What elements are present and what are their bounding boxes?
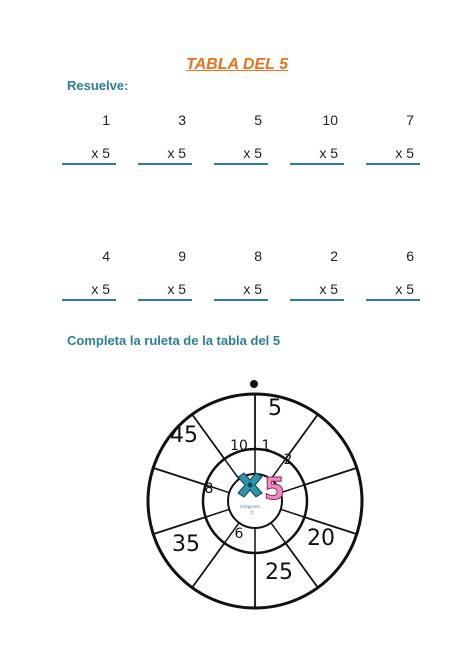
- problem-number: 5: [254, 112, 262, 128]
- problem-number: 7: [406, 112, 414, 128]
- multiplier: x 5: [395, 281, 414, 297]
- answer-line[interactable]: [138, 299, 192, 301]
- multiplier: x 5: [395, 145, 414, 161]
- answer-line[interactable]: [290, 299, 344, 301]
- answer-line[interactable]: [62, 299, 116, 301]
- outer-number-20: 20: [307, 526, 335, 551]
- inner-number-6: 6: [234, 526, 244, 542]
- problem-number: 2: [330, 248, 338, 264]
- outer-number-25: 25: [265, 560, 293, 585]
- multiplier: x 5: [91, 145, 110, 161]
- multiplier: x 5: [243, 145, 262, 161]
- multiplier: x 5: [319, 145, 338, 161]
- multiplication-wheel: [140, 378, 370, 628]
- problem-number: 8: [254, 248, 262, 264]
- answer-line[interactable]: [366, 163, 420, 165]
- problem-number: 6: [406, 248, 414, 264]
- inner-number-2: 2: [283, 452, 293, 468]
- center-caption-line2: ©: [250, 510, 254, 515]
- ruleta-label: Completa la ruleta de la tabla del 5: [67, 333, 281, 348]
- multiplier: x 5: [243, 281, 262, 297]
- problem-number: 9: [178, 248, 186, 264]
- answer-line[interactable]: [290, 163, 344, 165]
- multiplier: x 5: [91, 281, 110, 297]
- answer-line[interactable]: [62, 163, 116, 165]
- multiplier: x 5: [167, 145, 186, 161]
- inner-number-1: 1: [261, 438, 271, 454]
- problem-number: 1: [102, 112, 110, 128]
- wheel-pointer-dot: [250, 380, 258, 388]
- answer-line[interactable]: [366, 299, 420, 301]
- page-title: TABLA DEL 5: [186, 56, 288, 73]
- problem-number: 10: [322, 112, 338, 128]
- problem-number: 4: [102, 248, 110, 264]
- problem-number: 3: [178, 112, 186, 128]
- answer-line[interactable]: [138, 163, 192, 165]
- center-caption-line1: Imágenes: [240, 504, 260, 509]
- outer-number-35: 35: [172, 532, 200, 557]
- inner-number-10: 10: [230, 438, 248, 454]
- resuelve-label: Resuelve:: [67, 78, 129, 93]
- center-five-icon: 5: [264, 472, 285, 507]
- multiplier: x 5: [319, 281, 338, 297]
- multiplier: x 5: [167, 281, 186, 297]
- inner-number-8: 8: [204, 481, 214, 497]
- outer-number-45: 45: [170, 423, 198, 448]
- outer-number-5: 5: [268, 396, 282, 421]
- answer-line[interactable]: [214, 163, 268, 165]
- answer-line[interactable]: [214, 299, 268, 301]
